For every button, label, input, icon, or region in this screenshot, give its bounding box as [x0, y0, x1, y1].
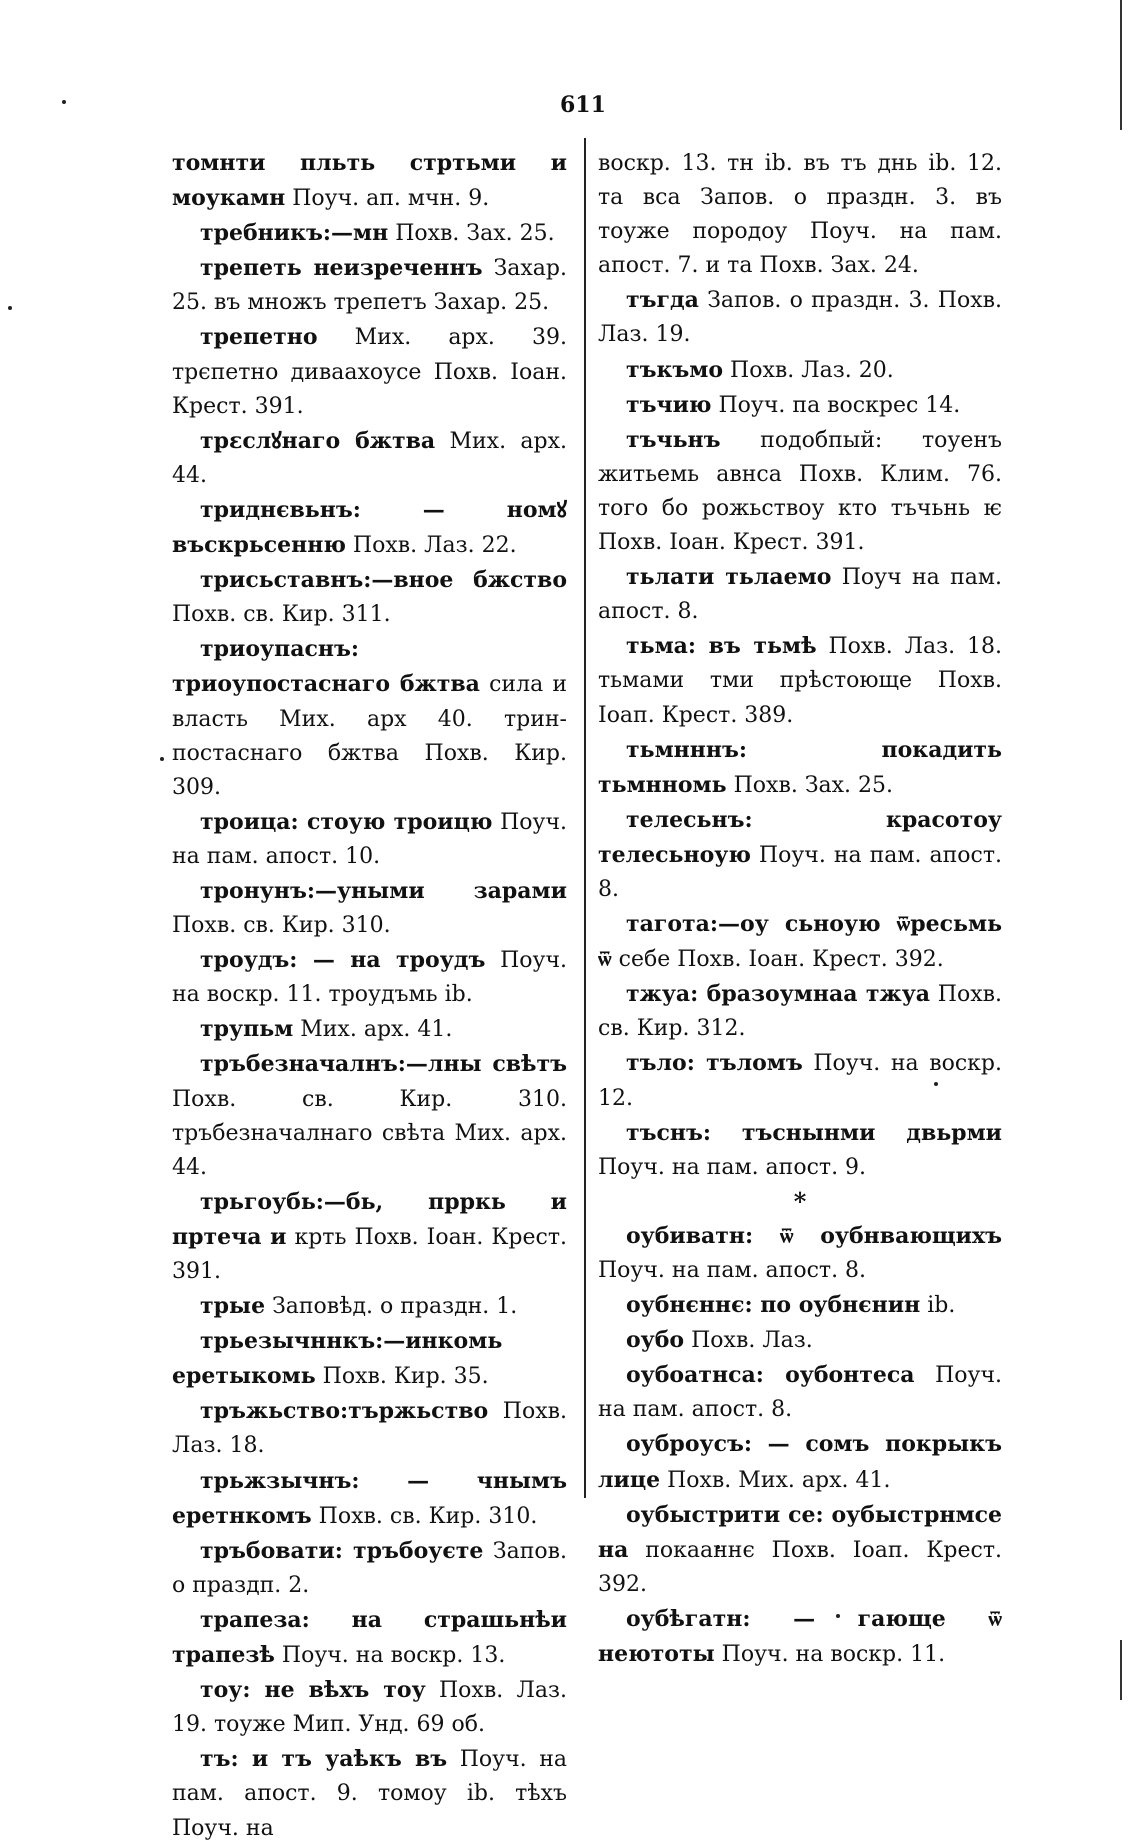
- entry-text: подобпый: тоуенъ житьемь авнса Похв. Клим. 76. того бо рожьствоу кто тъчьнь ѥ Похв. Іоан. Крест. 391.: [598, 427, 1002, 556]
- entry-headword: тжуа: бразоумнаа тжуа: [626, 981, 931, 1008]
- entry-headword: оубоатнса: оубонтеса: [626, 1362, 915, 1389]
- entry-headword: тъ: и тъ уаѣкъ въ: [200, 1746, 448, 1773]
- dictionary-entry: [598, 1602, 1002, 1672]
- entry-headword: тронунъ:—уными зарами: [200, 877, 567, 904]
- dictionary-entry: [172, 1012, 567, 1047]
- dictionary-entry: [172, 632, 567, 804]
- entry-headword: томнти пльть стртьми и моукамн: [172, 150, 567, 212]
- dictionary-entry: [172, 493, 567, 563]
- entry-text: себе Похв. Іоан. Крест. 392.: [611, 947, 944, 973]
- entry-text: сила и власть Мих. арх 40. трин-постаснаго бжтва Похв. Кир. 309.: [172, 672, 568, 800]
- entry-headword: тъчьнъ: [626, 426, 721, 453]
- entry-text: покааннє Похв. Іоап. Крест. 392.: [598, 1537, 1002, 1597]
- dictionary-entry: [598, 1498, 1002, 1602]
- entry-text: Запов. о праздп. 2.: [172, 1538, 567, 1598]
- dictionary-entry: [172, 1534, 567, 1603]
- speck: [62, 100, 66, 104]
- entry-text: Заповѣд. о праздн. 1.: [265, 1294, 518, 1320]
- entry-text: Похв. св. Кир. 310. тръбезначалнаго свѣта Мих. арх. 44.: [172, 1086, 567, 1180]
- entry-headword: тоу: не вѣхъ тоу: [200, 1677, 426, 1704]
- dictionary-entry: [598, 1046, 1002, 1115]
- entry-text: Поуч. на пам. апост. 8.: [598, 842, 1002, 902]
- entry-text: Похв. Лаз. 20.: [723, 357, 894, 383]
- entry-text: Похв. Лаз.: [684, 1328, 813, 1354]
- entry-headword: трьезычннкъ:—инкомь еретыкомь: [172, 1328, 503, 1390]
- dictionary-entry: [598, 146, 1002, 283]
- dictionary-entry: [598, 1288, 1002, 1323]
- entry-text: воскр. 13. тн ib. въ тъ днь ib. 12. та вса Запов. о праздн. 3. въ тоуже породоу Поуч. на пам. апост. 7. и та Похв. Зах. 24.: [598, 151, 1002, 279]
- entry-headword: тагота:—оу сьноую ѿресьмь ѿ: [598, 911, 1002, 973]
- entry-headword: тьма: въ тьмѣ: [626, 633, 817, 660]
- entry-text: Запов. о праздн. 3. Похв. Лаз. 19.: [598, 288, 1002, 348]
- dictionary-entry: [598, 803, 1002, 907]
- entry-headword: тръжьство:тържьство: [200, 1398, 489, 1425]
- entry-headword: трисьставнъ:—вное бжство: [200, 567, 567, 594]
- entry-headword: триоупаснъ: триоупостаснаго бжтва: [172, 636, 480, 698]
- entry-headword: триднєвьнъ: — номꙋ въскрьсенню: [172, 496, 567, 559]
- entry-headword: трые: [200, 1293, 266, 1320]
- entry-text: Поуч. на воскр. 13.: [274, 1643, 506, 1669]
- entry-text: Похв. Зах. 25.: [388, 221, 555, 247]
- dictionary-entry: [172, 1394, 567, 1463]
- entry-headword: трупьм: [200, 1016, 294, 1043]
- entry-text: Похв. св. Кир. 310.: [311, 1503, 538, 1529]
- column-divider: [584, 138, 586, 1498]
- section-separator-asterisk: *: [793, 1186, 807, 1216]
- entry-headword: оубо: [626, 1327, 685, 1354]
- entry-headword: тръбовати: тръбоуєте: [200, 1537, 484, 1564]
- entry-text: Поуч. на воскр. 12.: [598, 1051, 1003, 1111]
- entry-text: Поуч на пам. апост. 8.: [598, 565, 1002, 625]
- dictionary-entry: [598, 353, 1002, 388]
- dictionary-entry: [172, 943, 567, 1012]
- entry-headword: тръбезначалнъ:—лны свѣтъ: [200, 1051, 567, 1078]
- dictionary-entry: [172, 563, 567, 632]
- entry-text: Поуч. на пам. апост. 8.: [598, 1363, 1003, 1423]
- dictionary-entry: [598, 907, 1002, 977]
- entry-headword: тъкъмо: [626, 356, 724, 383]
- dictionary-entry: [172, 1185, 567, 1289]
- entry-text: Похв. Лаз. 18. тьмами тми прѣстоюще Похв. Іоап. Крест. 389.: [598, 634, 1002, 728]
- dictionary-entry: [172, 1673, 567, 1742]
- dictionary-entry: [598, 1116, 1002, 1185]
- entry-headword: тъло: тъломъ: [626, 1050, 803, 1077]
- dictionary-entry: [172, 320, 567, 423]
- entry-text: Похв. Зах. 25.: [726, 772, 894, 798]
- entry-text: Захар. 25. въ множъ трепетъ Захар. 25.: [172, 256, 567, 316]
- dictionary-entry: [598, 1427, 1002, 1497]
- entry-headword: трепетно: [200, 324, 318, 351]
- page-edge-rule-lower: [1120, 1640, 1122, 1700]
- entry-text: Поуч. ап. мчн. 9.: [285, 186, 490, 212]
- dictionary-entry: [598, 283, 1002, 352]
- dictionary-entry: [172, 1289, 567, 1324]
- entry-headword: телесьнъ: красотоу телесьноую: [598, 806, 1002, 868]
- entry-headword: трьгоубь:—бь, прркь и пртечa и: [172, 1188, 567, 1250]
- entry-text: Похв. Лаз. 22.: [345, 533, 517, 559]
- dictionary-entry: [172, 1464, 567, 1534]
- page-number: 611: [560, 92, 606, 118]
- entry-headword: оубѣгатн: — гающе ѿ неютоты: [598, 1605, 1002, 1668]
- dictionary-entry: [598, 977, 1002, 1046]
- dictionary-entry: [598, 560, 1002, 629]
- entry-text: Поуч. на пам. апост. 9. томоу ib. тѣхъ Поуч. на: [172, 1747, 567, 1841]
- entry-headword: оуброусъ: — сомъ покрыкъ лице: [598, 1431, 1002, 1493]
- entry-headword: тъчию: [626, 391, 712, 418]
- dictionary-entry: [172, 1047, 567, 1184]
- dictionary-entry: [172, 146, 567, 216]
- entry-text: Поуч. па воскрес 14.: [711, 392, 961, 418]
- entry-text: Поуч. на воскр. 11.: [714, 1642, 946, 1668]
- entry-headword: трεслꙋнаго бжтва: [200, 427, 436, 454]
- entry-text: Похв. Мих. арх. 41.: [660, 1467, 891, 1493]
- entry-text: крть Похв. Іоан. Крест. 391.: [172, 1224, 567, 1284]
- entry-text: Поуч. на воскр. 11. троудъмь ib.: [172, 948, 568, 1008]
- speck: [160, 757, 164, 761]
- entry-text: Похв. Лаз. 18.: [172, 1399, 567, 1459]
- entry-text: Похв. Лаз. 19. тоуже Мип. Унд. 69 об.: [172, 1678, 567, 1738]
- entry-text: Похв. св. Кир. 311.: [172, 602, 391, 628]
- entry-headword: тъгда: [626, 287, 699, 314]
- dictionary-entry: [172, 251, 567, 320]
- dictionary-entry: [172, 424, 567, 493]
- page-edge-rule: [1120, 0, 1122, 130]
- entry-text: Поуч. на пам. апост. 9.: [598, 1154, 867, 1180]
- entry-text: Поуч. на пам. апост. 8.: [598, 1258, 867, 1283]
- entry-headword: троица: стоую троицю: [200, 808, 493, 835]
- dictionary-entry: [598, 423, 1002, 560]
- dictionary-entry: [598, 1219, 1002, 1288]
- speck: [8, 306, 12, 310]
- entry-text: Похв. св. Кир. 312.: [598, 982, 1003, 1042]
- entry-headword: оубиватн: ѿ оубнвающихъ: [626, 1222, 1002, 1249]
- entry-text: Похв. Кир. 35.: [315, 1364, 489, 1390]
- dictionary-entry: [598, 1358, 1002, 1427]
- entry-text: Мих. арх. 44.: [172, 428, 567, 488]
- entry-headword: трьжзычнъ: — чнымъ еретнкомъ: [172, 1467, 567, 1529]
- left-column: [172, 146, 567, 1846]
- right-column: [598, 146, 1002, 1672]
- dictionary-entry: [172, 216, 567, 251]
- entry-text: Поуч. на пам. апост. 10.: [172, 809, 567, 869]
- dictionary-entry: [598, 388, 1002, 423]
- entry-text: Похв. св. Кир. 310.: [172, 913, 391, 939]
- entry-headword: требникъ:—мн: [200, 220, 389, 247]
- entry-text: Мих. арх. 39. трєпетно диваахоусе Похв. Іоан. Крест. 391.: [172, 325, 567, 419]
- dictionary-entry: [598, 629, 1002, 732]
- entry-headword: тъснъ: тъснынми двьрми: [626, 1119, 1002, 1146]
- dictionary-entry: [172, 805, 567, 874]
- entry-headword: тьлати тьлаемо: [626, 564, 832, 591]
- dictionary-entry: [598, 733, 1002, 803]
- dictionary-entry: [172, 1742, 567, 1845]
- dictionary-entry: [172, 1603, 567, 1673]
- entry-text: ib.: [920, 1293, 956, 1319]
- entry-headword: оубыстрити се: оубыстрнмсе на: [598, 1501, 1002, 1563]
- dictionary-entry: [172, 874, 567, 943]
- entry-headword: оубнєннє: по оубнєнин: [626, 1292, 921, 1319]
- entry-headword: троудъ: — на троудъ: [200, 947, 486, 974]
- dictionary-entry: [172, 1324, 567, 1394]
- entry-headword: трепеть неизреченнъ: [200, 255, 483, 282]
- entry-headword: трапеза: на страшьнѣи трапезѣ: [172, 1606, 567, 1669]
- entry-headword: тьмнннъ: покадить тьмнномь: [598, 736, 1002, 798]
- entry-text: Мих. арх. 41.: [293, 1017, 453, 1043]
- dictionary-entry: [598, 1323, 1002, 1358]
